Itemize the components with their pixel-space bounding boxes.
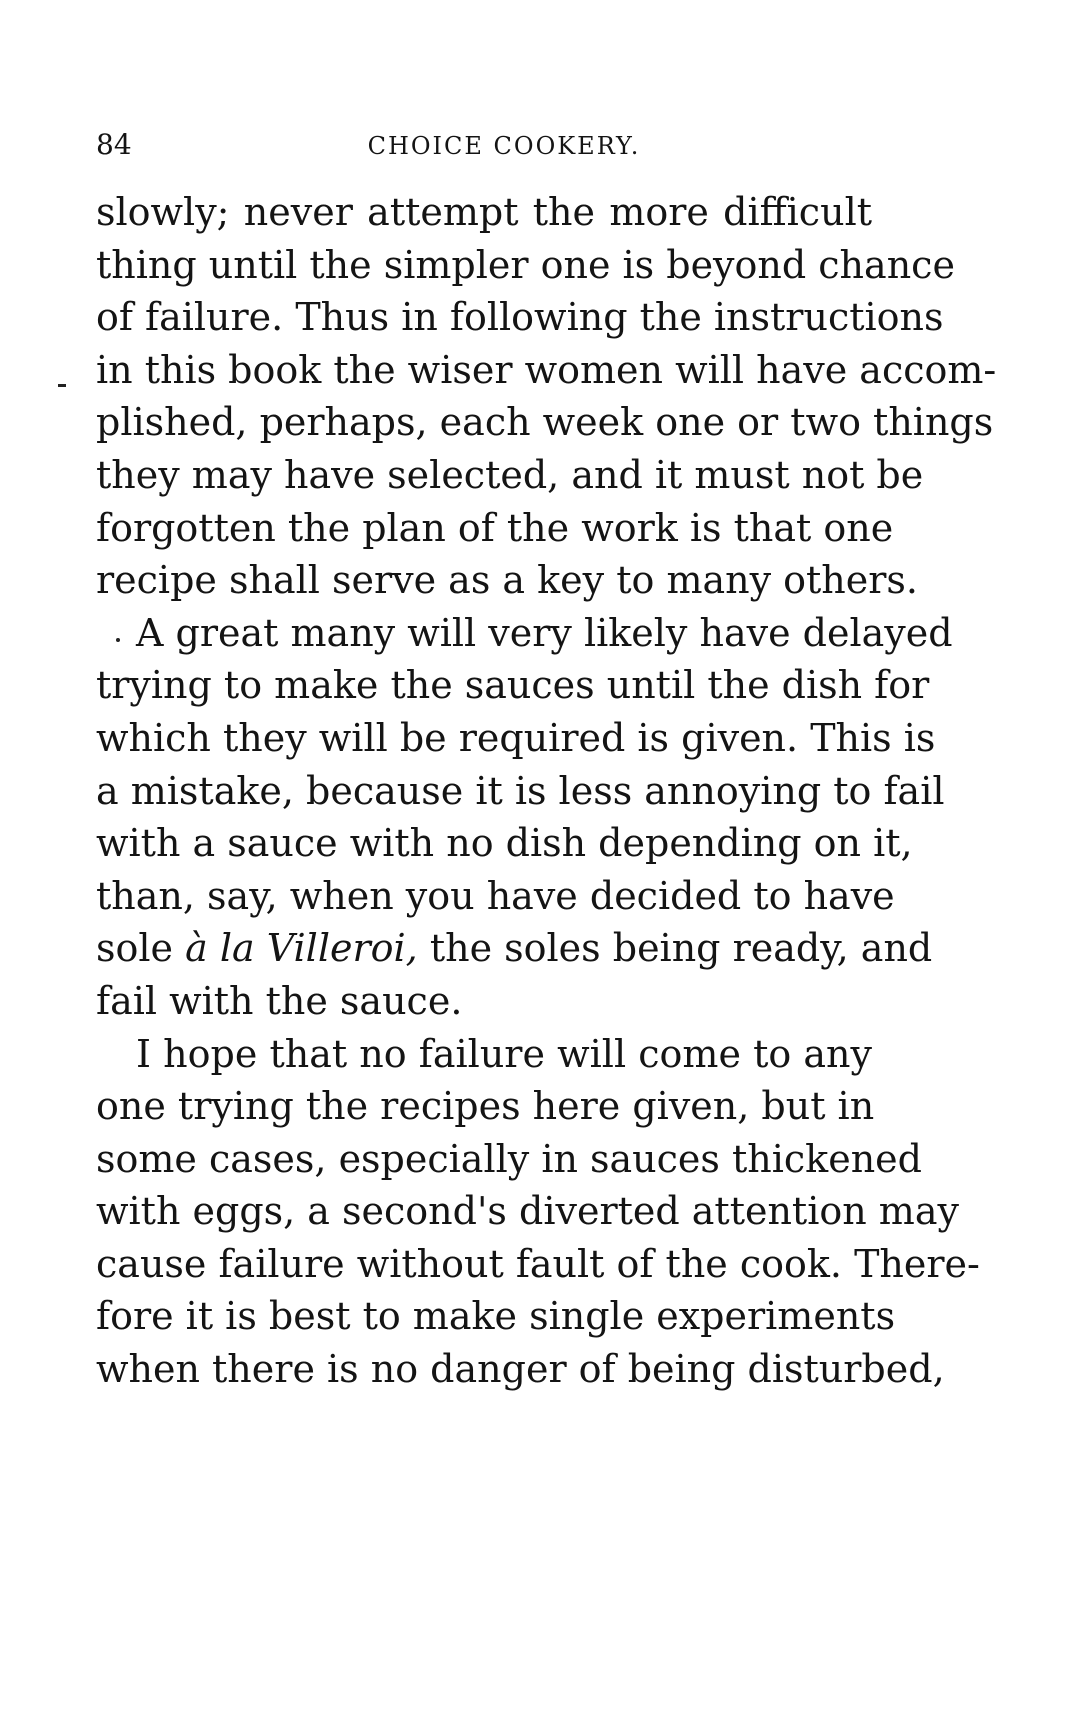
text-line: some cases, especially in sauces thickened (96, 1136, 922, 1181)
text-line: trying to make the sauces until the dish for (96, 663, 930, 708)
text-line: A great many will very likely have delayed (136, 610, 953, 655)
text-line: recipe shall serve as a key to many others. (96, 558, 919, 603)
text-line: a mistake, because it is less annoying to fail (96, 768, 945, 813)
text-line: with eggs, a second's diverted attention may (96, 1189, 959, 1234)
text-line: thing until the simpler one is beyond chance (96, 242, 955, 287)
text-line: in this book the wiser women will have accom- (96, 347, 997, 392)
text-line: cause failure without fault of the cook. There- (96, 1241, 980, 1286)
text-fragment: the soles being ready, and (429, 926, 933, 971)
text-line: fore it is best to make single experiments (96, 1294, 896, 1339)
paragraph-2 (96, 607, 953, 1028)
running-head: CHOICE COOKERY. (367, 132, 641, 160)
page-header (96, 128, 872, 168)
body-text (96, 186, 997, 1396)
page-number: 84 (96, 128, 132, 161)
text-line: when there is no danger of being disturbed, (96, 1347, 945, 1392)
text-line-mixed (96, 922, 933, 975)
text-fragment: sole (96, 926, 186, 971)
stray-mark-dash (58, 384, 66, 387)
text-line: plished, perhaps, each week one or two things (96, 400, 994, 445)
text-line: with a sauce with no dish depending on it, (96, 821, 913, 866)
text-line: I hope that no failure will come to any (136, 1031, 872, 1076)
text-line: than, say, when you have decided to have (96, 873, 895, 918)
text-line: one trying the recipes here given, but in (96, 1084, 875, 1129)
text-line: which they will be required is given. This is (96, 715, 936, 760)
italic-dish-name: à la Villeroi, (185, 926, 418, 971)
text-line: slowly; never attempt the more difficult (96, 190, 872, 234)
text-line: they may have selected, and it must not be (96, 452, 924, 497)
text-line: of failure. Thus in following the instructions (96, 295, 944, 340)
text-line: fail with the sauce. (96, 978, 463, 1023)
paragraph-1 (96, 186, 997, 607)
text-line: forgotten the plan of the work is that one (96, 505, 894, 550)
paragraph-3 (96, 1028, 980, 1396)
